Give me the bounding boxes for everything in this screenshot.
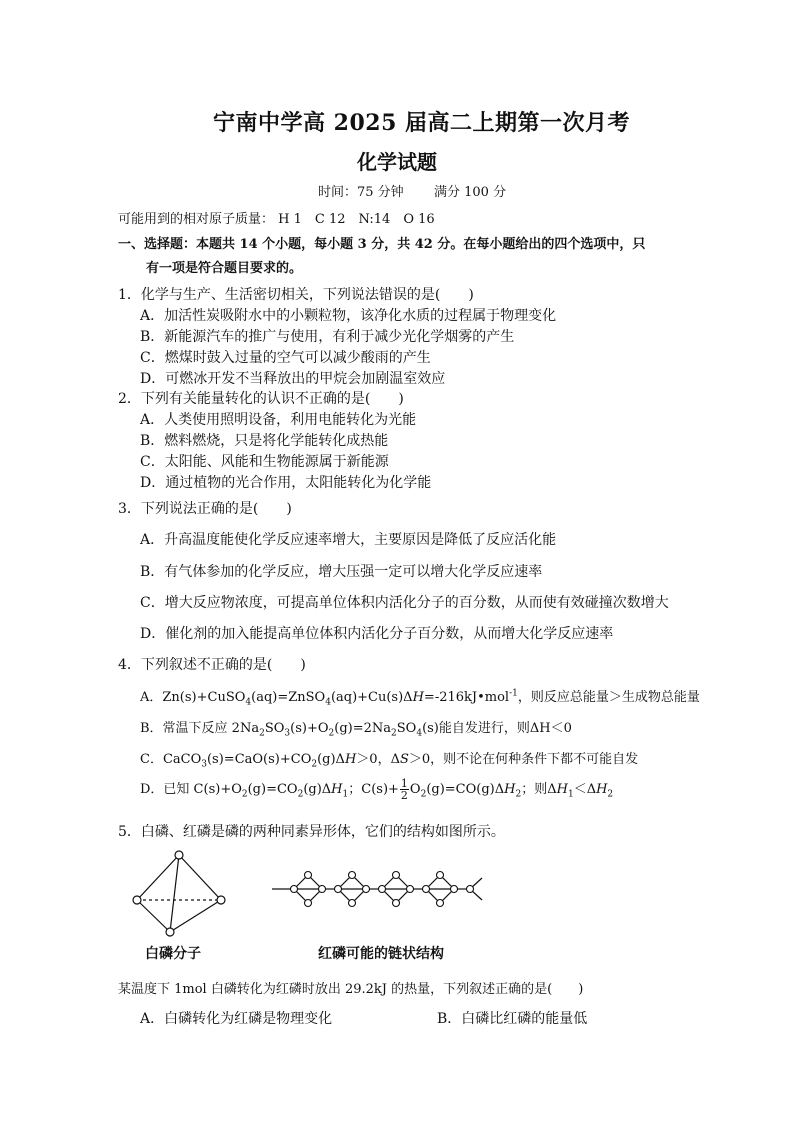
q1-option-a: A．加活性炭吸附水中的小颗粒物，该净化水质的过程属于物理变化: [140, 308, 557, 324]
white-phosphorus-diagram: [130, 848, 240, 943]
q2-stem: 2．下列有关能量转化的认识不正确的是( ): [118, 391, 404, 407]
q2-option-b: B．燃料燃烧，只是将化学能转化成热能: [140, 433, 389, 449]
page-title: 宁南中学高 2025 届高二上期第一次月考: [213, 110, 631, 136]
red-phosphorus-label: 红磷可能的链状结构: [318, 946, 444, 962]
q1-option-c: C．燃煤时鼓入过量的空气可以减少酸雨的产生: [140, 350, 431, 366]
q4-option-d: D．已知 $C(s)+O_2(g)=CO_2(g)\Delta H_1$；C(s)+ $\frac{1}{2}$ $O_2(g)=CO(g)\Delta H_2$；则$\Delta H_1<\Delta H_2$: [140, 777, 614, 802]
q5-stem: 5．白磷、红磷是磷的两种同素异形体，它们的结构如图所示。: [118, 824, 505, 840]
q4-option-c: C．$CaCO_3(s)=CaO(s)+CO_2(g)\Delta H>0$，ΔS＞0，则不论在何种条件下都不可能自发: [140, 752, 639, 770]
q1-option-d: D．可燃冰开发不当释放出的甲烷会加剧温室效应: [140, 371, 446, 387]
q4-option-b: B．常温下反应 $2Na_2SO_3(s)+O_2(g)=2Na_2SO_4(s)$能自发进行，则ΔH＜0: [140, 721, 572, 739]
q3-option-b: B．有气体参加的化学反应，增大压强一定可以增大化学反应速率: [140, 564, 543, 580]
q5-option-b: B．白磷比红磷的能量低: [437, 1011, 588, 1027]
q4-option-c-tail: ，则不论在何种条件下都不可能自发: [430, 752, 639, 767]
q5-option-a: A．白磷转化为红磷是物理变化: [140, 1011, 333, 1027]
q5-question: 某温度下 1mol 白磷转化为红磷时放出 29.2kJ 的热量，下列叙述正确的是( ): [118, 982, 584, 997]
q2-option-c: C．太阳能、风能和生物能源属于新能源: [140, 454, 389, 470]
exam-score: 满分 100 分: [434, 185, 507, 200]
q3-option-d: D．催化剂的加入能提高单位体积内活化分子百分数，从而增大化学反应速率: [140, 626, 614, 642]
q3-stem: 3．下列说法正确的是( ): [118, 501, 292, 517]
q1-option-b: B．新能源汽车的推广与使用，有利于减少光化学烟雾的产生: [140, 329, 515, 345]
fraction-one-half: $\frac{1}{2}$: [400, 777, 408, 802]
section-heading-line2: 有一项是符合题目要求的。: [146, 261, 303, 276]
q4-stem: 4．下列叙述不正确的是( ): [118, 657, 306, 673]
q2-option-d: D．通过植物的光合作用，太阳能转化为化学能: [140, 475, 432, 491]
q3-option-c: C．增大反应物浓度，可提高单位体积内活化分子的百分数，从而使有效碰撞次数增大: [140, 595, 669, 611]
atomic-masses: 可能用到的相对原子质量： H 1 C 12 N:14 O 16: [118, 212, 435, 227]
q3-option-a: A．升高温度能使化学反应速率增大，主要原因是降低了反应活化能: [140, 532, 557, 548]
page-subtitle: 化学试题: [357, 150, 437, 174]
q4-option-b-tail: 能自发进行，则ΔH＜0: [438, 721, 572, 736]
section-heading-line1: 一、选择题：本题共 14 个小题，每小题 3 分，共 42 分。在每小题给出的四个选项中，只: [118, 237, 646, 252]
q4-option-a-tail: ，则反应总能量＞生成物总能量: [517, 690, 700, 705]
q2-option-a: A．人类使用照明设备，利用电能转化为光能: [140, 412, 417, 428]
q4-option-a: A．Zn(s)+CuSO$_4$(aq)=ZnSO$_4$(aq)+Cu(s)ΔH=-216kJ•mol$^{-1}$，则反应总能量＞生成物总能量: [140, 688, 700, 708]
white-phosphorus-label: 白磷分子: [145, 946, 201, 962]
exam-time: 时间：75 分钟: [318, 185, 404, 200]
q1-stem: 1．化学与生产、生活密切相关，下列说法错误的是( ): [118, 287, 474, 303]
red-phosphorus-chain-diagram: [272, 868, 492, 912]
